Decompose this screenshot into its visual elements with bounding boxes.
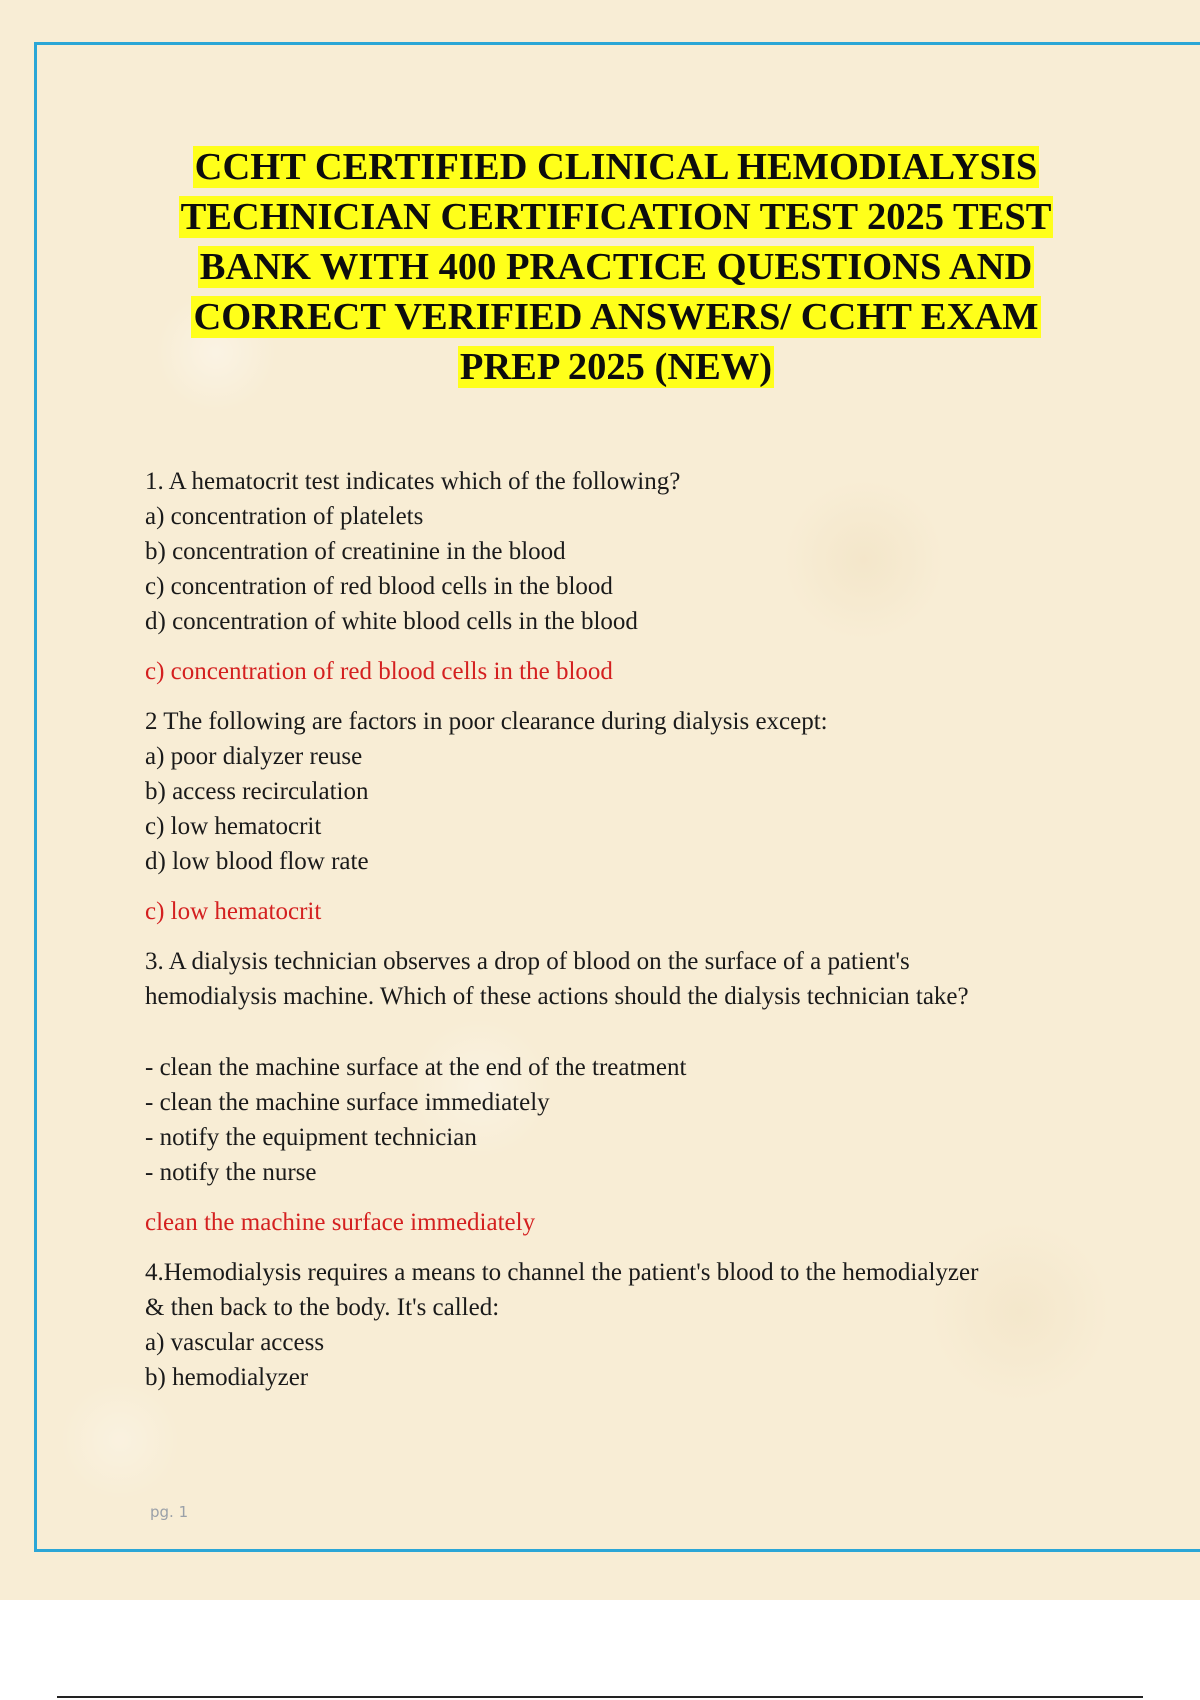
option-a: a) concentration of platelets <box>145 503 424 530</box>
document-title <box>60 142 1172 392</box>
page-number: pg. 1 <box>150 1503 189 1521</box>
answer-1 <box>145 654 1105 689</box>
question-3 <box>145 944 1105 1190</box>
option-1: - clean the machine surface at the end of the treatment <box>145 1054 687 1081</box>
title-line-4: CORRECT VERIFIED ANSWERS/ CCHT EXAM <box>193 296 1039 338</box>
option-b: b) access recirculation <box>145 778 369 805</box>
question-2 <box>145 704 1105 879</box>
correct-answer: clean the machine surface immediately <box>145 1209 536 1236</box>
correct-answer: c) concentration of red blood cells in the blood <box>145 658 613 685</box>
question-text: 2 The following are factors in poor clearance during dialysis except: <box>145 708 828 735</box>
option-4: - notify the nurse <box>145 1159 317 1186</box>
option-2: - clean the machine surface immediately <box>145 1089 550 1116</box>
title-line-1: CCHT CERTIFIED CLINICAL HEMODIALYSIS <box>194 146 1038 188</box>
correct-answer: c) low hematocrit <box>145 898 322 925</box>
option-d: d) low blood flow rate <box>145 848 369 875</box>
option-3: - notify the equipment technician <box>145 1124 477 1151</box>
question-4 <box>145 1255 1105 1395</box>
footer-divider <box>57 1696 1143 1698</box>
title-line-3: BANK WITH 400 PRACTICE QUESTIONS AND <box>199 246 1033 288</box>
option-c: c) low hematocrit <box>145 813 322 840</box>
title-line-5: PREP 2025 (NEW) <box>459 346 773 388</box>
question-text-line-2: & then back to the body. It's called: <box>145 1294 500 1321</box>
answer-2 <box>145 894 1105 929</box>
question-text-line-1: 4.Hemodialysis requires a means to channel the patient's blood to the hemodialyzer <box>145 1259 979 1286</box>
question-list <box>145 464 1105 1395</box>
title-line-2: TECHNICIAN CERTIFICATION TEST 2025 TEST <box>180 196 1052 238</box>
option-d: d) concentration of white blood cells in the blood <box>145 608 638 635</box>
option-a: a) vascular access <box>145 1329 325 1356</box>
option-a: a) poor dialyzer reuse <box>145 743 363 770</box>
answer-3 <box>145 1205 1105 1240</box>
question-1 <box>145 464 1105 639</box>
question-text-line-1: 3. A dialysis technician observes a drop of blood on the surface of a patient's <box>145 948 910 975</box>
option-b: b) concentration of creatinine in the blood <box>145 538 566 565</box>
question-text-line-2: hemodialysis machine. Which of these actions should the dialysis technician take? <box>145 983 969 1010</box>
option-b: b) hemodialyzer <box>145 1364 309 1391</box>
question-text: 1. A hematocrit test indicates which of the following? <box>145 468 681 495</box>
option-c: c) concentration of red blood cells in the blood <box>145 573 613 600</box>
